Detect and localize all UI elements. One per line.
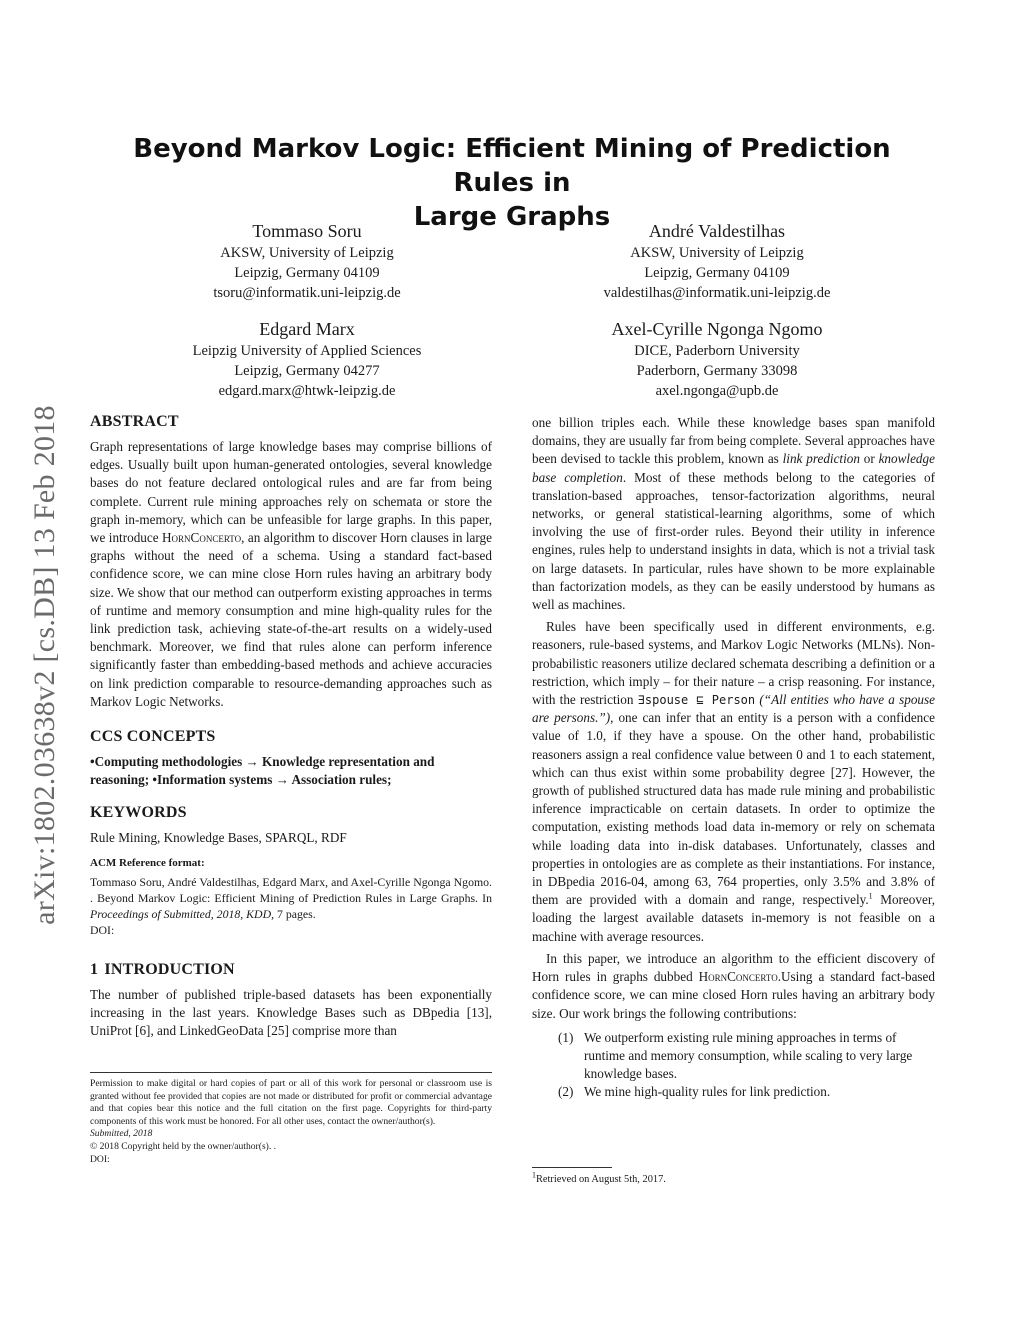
footnote: [532, 1170, 935, 1186]
paper-title: [90, 132, 934, 234]
copyright-text: © 2018 Copyright held by the owner/author(s). .: [90, 1140, 277, 1152]
paper-title-line1: Beyond Markov Logic: Efficient Mining of Prediction Rules in: [133, 134, 891, 198]
footnote-number: 1: [532, 1170, 536, 1180]
author-block: [150, 220, 464, 303]
ccs-heading: CCS CONCEPTS: [90, 728, 216, 746]
abstract-text: [90, 438, 492, 711]
intro-text-part: Moreover, loading the largest available datasets in-memory is not feasible on a machine with average resources.: [532, 892, 935, 944]
intro-paragraph: [532, 414, 935, 614]
abstract-heading: ABSTRACT: [90, 413, 179, 430]
emphasis-link-prediction: link prediction: [782, 451, 860, 467]
author-block: [150, 318, 464, 401]
author-location: Paderborn, Germany 33098: [636, 363, 798, 379]
intro-text-part: one billion triples each. While these knowledge bases span manifold domains, they are usually far from being complete. Several approaches have been devised to tackle this problem, known as: [532, 415, 935, 467]
paper-title-line2: Large Graphs: [413, 202, 611, 232]
author-email: valdestilhas@informatik.uni-leipzig.de: [603, 285, 831, 301]
permission-notice: [90, 1078, 492, 1166]
author-affiliation: AKSW, University of Leipzig: [630, 245, 804, 261]
acm-reference-text: [90, 874, 492, 922]
contribution-item: [558, 1029, 935, 1084]
intro-text-part: .Using a standard fact-based confidence score, we can mine closed Horn rules having an arbitrary body size. Our work brings the following contributions:: [532, 969, 935, 1021]
author-affiliation: Leipzig University of Applied Sciences: [192, 343, 422, 359]
acm-reference-label: ACM Reference format:: [90, 856, 205, 869]
right-column: [532, 414, 935, 1102]
emphasis-kb-completion: knowledge base completion: [532, 451, 935, 485]
system-name: HornConcerto: [698, 969, 778, 985]
author-email: tsoru@informatik.uni-leipzig.de: [213, 285, 401, 301]
author-name: Axel-Cyrille Ngonga Ngomo: [611, 319, 823, 339]
acm-reference-part: 7 pages.: [274, 906, 316, 921]
footnote-divider: [532, 1167, 612, 1168]
author-name: Tommaso Soru: [252, 221, 362, 241]
footnote-text: Retrieved on August 5th, 2017.: [536, 1174, 666, 1185]
intro-text-part: or: [859, 451, 879, 467]
author-email: edgard.marx@htwk-leipzig.de: [218, 383, 396, 399]
restriction-quote: (“All entities who have a spouse are persons.”): [532, 692, 935, 726]
author-affiliation: AKSW, University of Leipzig: [220, 245, 394, 261]
abstract-text-part: Graph representations of large knowledge bases may comprise billions of edges. Usually built upon human-generated ontologies, several knowledge bases do not feature declared ontological rules and are far from being complete. Current rule mining approaches rely on schemata or store the graph in-memory, which can be unfeasible for large graphs. In this paper, we introduce: [90, 439, 492, 546]
author-location: Leipzig, Germany 04109: [234, 265, 380, 281]
intro-text-part: . Most of these methods belong to the categories of translation-based approaches, tensor-factorization algorithms, neural networks, or general statistical-learning algorithms, some of which involving the use of first-order rules. Beyond their utility in inference engines, rules help to understand insights in data, which is not a trivial task on large datasets. In particular, rules have shown to be more explainable than factorization models, as they can be easily understood by humans as well as machines.: [532, 469, 935, 613]
permission-text: Permission to make digital or hard copies of part or all of this work for personal or classroom use is granted without fee provided that copies are not made or distributed for profit or commercial advantage and that copies bear this notice and the full citation on the first page. Copyrights for third-party components of this work must be honored. For all other uses, contact the owner/author(s).: [90, 1078, 492, 1127]
arxiv-sidebar: [27, 355, 63, 975]
left-column: [90, 412, 492, 1040]
contribution-text: We mine high-quality rules for link prediction.: [584, 1084, 831, 1100]
system-name: HornConcerto: [162, 530, 242, 546]
intro-paragraph: The number of published triple-based datasets has been exponentially increasing in the last years. Knowledge Bases such as DBpedia [13], UniProt [6], and LinkedGeoData [25] comprise more than: [90, 986, 492, 1039]
author-block: [560, 318, 874, 401]
submitted-label: Submitted, 2018: [90, 1128, 153, 1140]
ccs-concepts: •Computing methodologies → Knowledge representation and reasoning; •Information systems → Association rules;: [90, 754, 435, 788]
abstract-text-part: , an algorithm to discover Horn clauses in large graphs without the need of a schema. Using a standard fact-based confidence score, we can mine close Horn rules having an arbitrary body size. We show that our method can outperform existing approaches in terms of runtime and memory consumption and mine high-quality rules for the link prediction task, achieving state-of-the-art results on a widely-used benchmark. Moreover, we find that rules alone can perform inference significantly faster than embedding-based methods and achieve accuracies on link prediction comparable to resource-demanding approaches such as Markov Logic Networks.: [90, 530, 492, 709]
contribution-text: We outperform existing rule mining approaches in terms of runtime and memory consumption, while scaling to very large knowledge bases.: [584, 1029, 913, 1082]
restriction-formula: ∃spouse ⊑ Person: [637, 693, 756, 708]
author-location: Leipzig, Germany 04109: [644, 265, 790, 281]
author-name: Edgard Marx: [259, 319, 355, 339]
acm-reference-venue: Proceedings of Submitted, 2018, KDD,: [90, 906, 275, 921]
intro-text-part: Rules have been specifically used in different environments, e.g. reasoners, rule-based systems, and Markov Logic Networks (MLNs). Non-probabilistic reasoners utilize declared schemata describing a definition or a restriction, which imply – for their nature – a crisp reasoning. For instance, with the restriction: [532, 619, 935, 708]
footnote-divider: [90, 1072, 492, 1073]
contribution-list: [532, 1029, 935, 1102]
acm-reference-part: Tommaso Soru, André Valdestilhas, Edgard Marx, and Axel-Cyrille Ngonga Ngomo. . Beyond Markov Logic: Efficient Mining of Prediction Rules in Large Graphs. In: [90, 874, 492, 905]
acm-reference-doi: DOI:: [90, 922, 115, 937]
keywords-heading: KEYWORDS: [90, 804, 187, 822]
intro-text-part: , one can infer that an entity is a person with a confidence value of 1.0, if they have a spouse. On the other hand, probabilistic reasoners assign a real confidence value between 0 and 1 to each statement, which can thus exist within some probability degree [27]. However, the growth of published structured data has made rule mining and probabilistic inference impracticable on certain datasets. In order to optimize the computation, existing methods load data in-memory or rely on schemata while loading data into in-disk databases. Unfortunately, classes and properties in ontologies are as complete as their instantiations. For instance, in DBpedia 2016-04, among 63, 764 properties, only 3.5% and 3.8% of them are provided with a domain and range, respectively.: [532, 710, 935, 908]
intro-paragraph: [532, 950, 935, 1023]
author-affiliation: DICE, Paderborn University: [634, 343, 800, 359]
arxiv-identifier: arXiv:1802.03638v2 [cs.DB] 13 Feb 2018: [28, 405, 61, 925]
permission-doi: DOI:: [90, 1153, 110, 1165]
contribution-number: (2): [558, 1084, 574, 1100]
author-name: André Valdestilhas: [648, 221, 786, 241]
author-email: axel.ngonga@upb.de: [655, 383, 779, 399]
footnote-marker: 1: [868, 891, 873, 901]
author-block: [560, 220, 874, 303]
contribution-item: [558, 1083, 935, 1101]
intro-text-part: In this paper, we introduce an algorithm to the efficient discovery of Horn rules in graphs dubbed: [532, 950, 935, 985]
intro-heading: 1 INTRODUCTION: [90, 960, 235, 978]
intro-paragraph: [532, 618, 935, 946]
contribution-number: (1): [558, 1029, 574, 1045]
keywords-text: Rule Mining, Knowledge Bases, SPARQL, RDF: [90, 830, 347, 846]
author-location: Leipzig, Germany 04277: [234, 363, 380, 379]
